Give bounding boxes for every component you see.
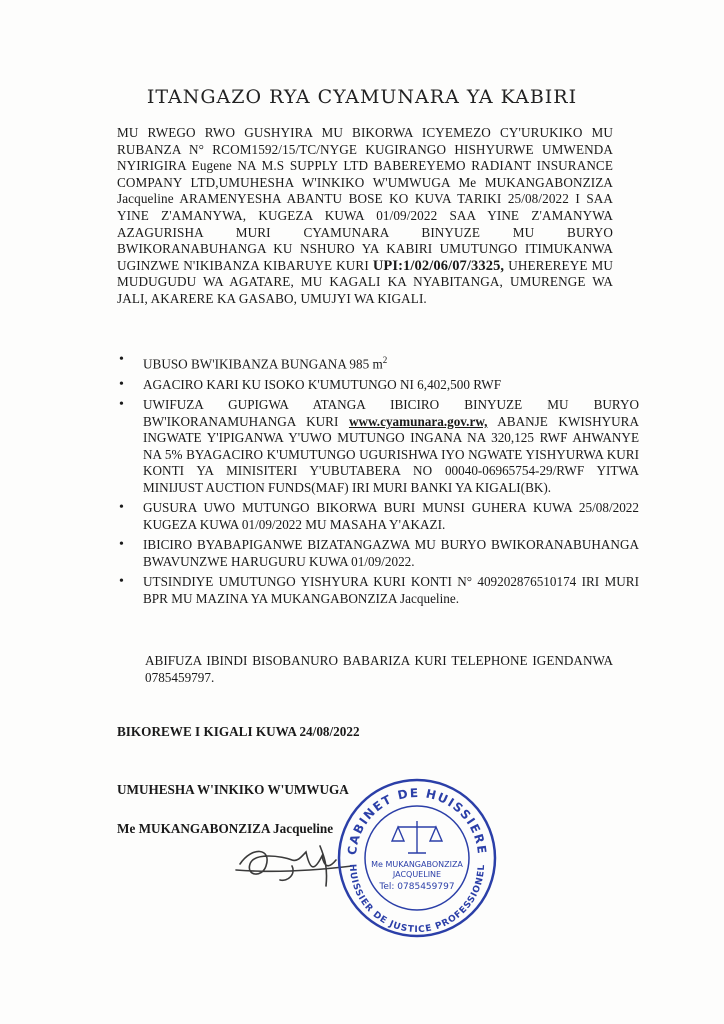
intro-text: MU RWEGO RWO GUSHYIRA MU BIKORWA ICYEMEZO CY'URUKIKO MU RUBANZA N° RCOM1592/15/TC/NYGE KUGIRANGO HISHYURWE UMWENDA NYIRIGIRA Eugene NA M.S SUPPLY LTD BABEREYEMO RADIANT INSURANCE COMPANY LTD,UMUHESHA W'INKIKO W'UMWUGA Me MUKANGABONZIZA Jacqueline ARAMENYESHA ABANTU BOSE KO KUVA TARIKI 25/08/2022 I SAA YINE Z'AMANYWA, KUGEZA KUWA 01/09/2022 SAA YINE Z'AMANYWA AZAGURISHA MURI CYAMUNARA BINYUZE MU BURYO BWIKORANABUHANGA KU NSHURO YA KABIRI UMUTUNGO ITIMUKANWA UGINZWE N'IKIBANZA KIBARUYE KURI xyxy=(117,125,613,273)
list-item-value: • AGACIRO KARI KU ISOKO K'UMUTUNGO NI 6,402,500 RWF xyxy=(143,377,639,394)
signed-date-line: BIKOREWE I KIGALI KUWA 24/08/2022 xyxy=(117,724,360,739)
signer-name: Me MUKANGABONZIZA Jacqueline xyxy=(117,821,334,836)
auction-details-list xyxy=(117,352,639,611)
list-item-area: • UBUSO BW'IKIBANZA BUNGANA 985 $m^2$ xyxy=(143,352,639,373)
intro-paragraph xyxy=(117,125,613,308)
stamp-name-line2: JACQUELINE xyxy=(392,870,442,879)
list-item-visit: • GUSURA UWO MUTUNGO BIKORWA BURI MUNSI GUHERA KUWA 25/08/2022 KUGEZA KUWA 01/09/2022 MU MASAHA Y'AKAZI. xyxy=(143,500,639,533)
list-item-winner: • UTSINDIYE UMUTUNGO YISHYURA KURI KONTI N° 409202876510174 IRI MURI BPR MU MAZINA YA MUKANGABONZIZA Jacqueline. xyxy=(143,574,639,607)
list-item-bidding: • UWIFUZA GUPIGWA ATANGA IBICIRO BINYUZE MU BURYO BW'IKORANAMUHANGA KURI www.cyamunara.gov.rw, ABANJE KWISHYURA INGWATE Y'IPIGANWA Y'UWO MUTUNGO INGANA NA 320,125 RWF AHWANYE NA 5% BYAGACIRO K'UMUTUNGO UGURISHWA IYO NGWATE YISHYURWA KURI KONTI YA MINISITERI Y'UBUTABERA NO 00040-06965754-29/RWF YITWA MINIJUST AUCTION FUNDS(MAF) IRI MURI BANKI YA KIGALI(BK). xyxy=(143,397,639,496)
auction-website-link[interactable]: www.cyamunara.gov.rw, xyxy=(348,413,488,429)
stamp-bottom-text: HUISSIER DE JUSTICE PROFESSIONEL xyxy=(346,863,488,936)
official-stamp xyxy=(332,773,502,943)
stamp-top-text: CABINET DE HUISSIERE xyxy=(344,785,490,856)
stamp-name-line1: Me MUKANGABONZIZA xyxy=(371,860,463,869)
document-title: ITANGAZO RYA CYAMUNARA YA KABIRI xyxy=(146,86,578,108)
scales-of-justice-icon xyxy=(392,821,442,853)
upi-number: UPI:1/02/06/07/3325, xyxy=(372,257,505,274)
list-item-prices: • IBICIRO BYABAPIGANWE BIZATANGAZWA MU BURYO BWIKORANABUHANGA BWAVUNZWE HARUGURU KUWA 01/09/2022. xyxy=(143,537,639,570)
intro-location-text: UHEREREYE MU MUDUGUDU WA AGATARE, MU KAGALI KA NYABITANGA, UMURENGE WA JALI, AKARERE KA GASABO, UMUJYI WA KIGALI. xyxy=(117,257,613,306)
contact-paragraph: ABIFUZA IBINDI BISOBANURO BABARIZA KURI TELEPHONE IGENDANWA 0785459797. xyxy=(145,653,613,685)
signer-role: UMUHESHA W'INKIKO W'UMWUGA xyxy=(117,782,349,797)
stamp-phone: Tel: 0785459797 xyxy=(379,882,455,892)
